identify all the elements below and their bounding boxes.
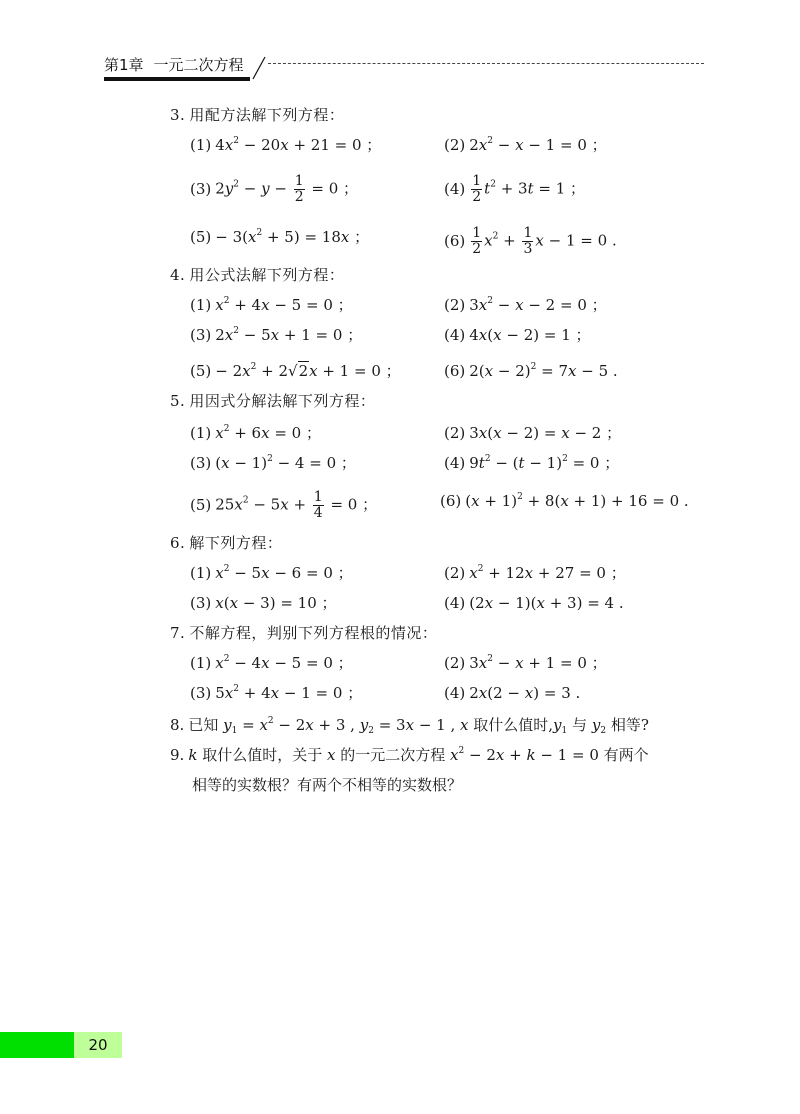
q4-eq-6: (6) $2(x - 2)^2 = 7x - 5$ .	[444, 362, 618, 380]
question-number: 3.	[170, 106, 186, 124]
q4-eq-5: $(5) - 2x^2 + 2√2x + 1 = 0$ ；	[190, 362, 401, 380]
q5-eq-6: (6) $(x + 1)^2 + 8(x + 1) + 16 = 0$ .	[440, 492, 689, 510]
q3-eq-4: (4) $\frac{1}{2}$ $t^2 + 3t = 1$ ；	[444, 173, 586, 205]
question-5-title: 5. 用因式分解法解下列方程：	[170, 392, 376, 410]
q7-eq-1: (1) $x^2 - 4x - 5 = 0$ ；	[190, 654, 353, 672]
q3-eq-3: (3) $2y^2 - y$ − $\frac{1}{2}$ = 0 ；	[190, 173, 359, 205]
q6-eq-2: (2) $x^2 + 12x + 27 = 0$ ；	[444, 564, 626, 582]
page-number-tab	[0, 1032, 74, 1058]
question-7-title: 7. 不解方程，判别下列方程根的情况：	[170, 624, 438, 642]
question-4-title: 4. 用公式法解下列方程：	[170, 266, 345, 284]
q5-eq-4: (4) $9t^2 - (t - 1)^2 = 0$ ；	[444, 454, 620, 472]
question-8: 8. 已知 $y_1 = x^2 - 2x + 3$ , $y_2 = 3x - 1$ , x 取什么值时$,y_1$ 与 $y_2$ 相等?	[170, 716, 649, 736]
q4-eq-1: (1) $x^2 + 4x - 5 = 0$ ；	[190, 296, 353, 314]
q3-eq-6: (6) $\frac{1}{2}$ $x^2$ + $\frac{1}{3}$ x − 1 = 0 .	[444, 225, 617, 257]
q5-eq-1: (1) $x^2 + 6x = 0$ ；	[190, 424, 321, 442]
chapter-number: 第1章	[104, 56, 144, 74]
q4-eq-2: (2) $3x^2 - x - 2 = 0$ ；	[444, 296, 607, 314]
question-9-line-2: 相等的实数根？有两个不相等的实数根？	[192, 776, 463, 794]
q3-eq-2: (2) $2x^2 - x - 1 = 0$ ；	[444, 136, 607, 154]
question-9-line-1: 9. k 取什么值时，关于 x 的一元二次方程 $x^2 - 2x + k - 1 = 0$ 有两个	[170, 746, 649, 764]
page-number: 20	[74, 1032, 122, 1058]
q7-eq-2: (2) $3x^2 - x + 1 = 0$ ；	[444, 654, 607, 672]
q4-eq-3: (3) $2x^2 - 5x + 1 = 0$ ；	[190, 326, 363, 344]
question-text: 用配方法解下列方程：	[189, 106, 345, 124]
q3-eq-1: (1) $4x^2 - 20x + 21 = 0$ ；	[190, 136, 382, 154]
q7-eq-3: (3) $5x^2 + 4x - 1 = 0$ ；	[190, 684, 363, 702]
q6-eq-1: (1) $x^2 - 5x - 6 = 0$ ；	[190, 564, 353, 582]
q5-eq-5: (5) $25x^2 - 5x$ + $\frac{1}{4}$ = 0 ；	[190, 489, 378, 521]
q3-eq-5: $(5) - 3(x^2 + 5) = 18x$ ；	[190, 228, 370, 246]
q6-eq-3: (3) x(x − 3) = 10 ；	[190, 594, 337, 612]
chapter-title: 一元二次方程	[153, 56, 244, 74]
q4-eq-4: (4) 4x(x − 2) = 1 ；	[444, 326, 591, 344]
question-6-title: 6. 解下列方程：	[170, 534, 283, 552]
q5-eq-2: (2) 3x(x − 2) = x − 2 ；	[444, 424, 622, 442]
q5-eq-3: (3) $(x - 1)^2 - 4 = 0$ ；	[190, 454, 356, 472]
question-3-title	[170, 104, 344, 126]
q7-eq-4: (4) 2x(2 − x) = 3 .	[444, 684, 581, 702]
q6-eq-4: (4) (2x − 1)(x + 3) = 4 .	[444, 594, 624, 612]
